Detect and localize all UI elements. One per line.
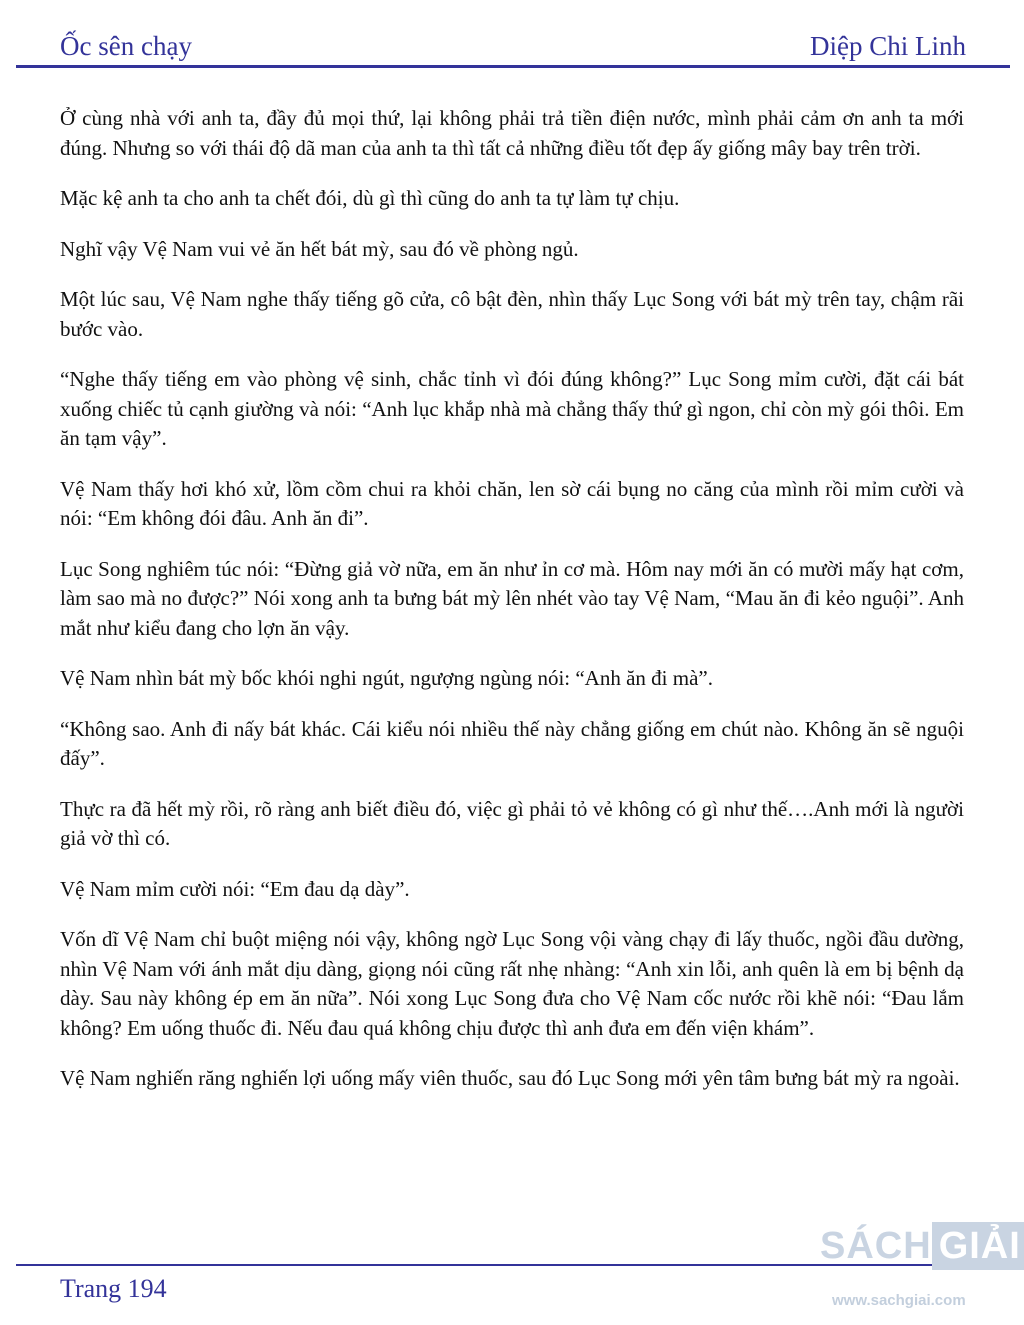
paragraph: Một lúc sau, Vệ Nam nghe thấy tiếng gõ cửa, cô bật đèn, nhìn thấy Lục Song với bát mỳ trên tay, chậm rãi bước vào. bbox=[60, 287, 964, 341]
header-divider bbox=[16, 65, 1010, 68]
author-name: Diệp Chi Linh bbox=[810, 31, 966, 61]
paragraph: Ở cùng nhà với anh ta, đầy đủ mọi thứ, lại không phải trả tiền điện nước, mình phải cảm ơn anh ta mới đúng. Nhưng so với thái độ dã man của anh ta thì tất cả những điều tốt đẹp ấy giống mây bay trên trời. bbox=[60, 106, 964, 160]
paragraph: Vệ Nam nghiến răng nghiến lợi uống mấy viên thuốc, sau đó Lục Song mới yên tâm bưng bát mỳ ra ngoài. bbox=[60, 1066, 960, 1090]
paragraph: “Nghe thấy tiếng em vào phòng vệ sinh, chắc tỉnh vì đói đúng không?” Lục Song mỉm cười, đặt cái bát xuống chiếc tủ cạnh giường và nói: “Anh lục khắp nhà mà chẳng thấy thứ gì ngon, chỉ còn mỳ gói thôi. Em ăn tạm vậy”. bbox=[60, 367, 964, 450]
paragraph: Vốn dĩ Vệ Nam chỉ buột miệng nói vậy, không ngờ Lục Song vội vàng chạy đi lấy thuốc, ngồi đầu dường, nhìn Vệ Nam với ánh mắt dịu dàng, giọng nói cũng rất nhẹ nhàng: “Anh xin lỗi, anh quên là em bị bệnh dạ dày. Sau này không ép em ăn nữa”. Nói xong Lục Song đưa cho Vệ Nam cốc nước rồi khẽ nói: “Đau lắm không? Em uống thuốc đi. Nếu đau quá không chịu được thì anh đưa em đến viện khám”. bbox=[60, 927, 964, 1040]
watermark-url: www.sachgiai.com bbox=[832, 1292, 966, 1309]
paragraph: “Không sao. Anh đi nấy bát khác. Cái kiểu nói nhiều thế này chẳng giống em chút nào. Không ăn sẽ nguội đấy”. bbox=[60, 716, 964, 770]
page-header bbox=[60, 26, 966, 62]
paragraph: Vệ Nam nhìn bát mỳ bốc khói nghi ngút, ngượng ngùng nói: “Anh ăn đi mà”. bbox=[60, 666, 713, 690]
watermark-logo bbox=[820, 1222, 1020, 1318]
paragraph: Thực ra đã hết mỳ rồi, rõ ràng anh biết điều đó, việc gì phải tỏ vẻ không có gì như thế….Anh mới là người giả vờ thì có. bbox=[60, 796, 964, 850]
watermark-brand-right: GIẢI bbox=[932, 1222, 1024, 1270]
paragraph: Nghĩ vậy Vệ Nam vui vẻ ăn hết bát mỳ, sau đó về phòng ngủ. bbox=[60, 236, 579, 261]
paragraph: Mặc kệ anh ta cho anh ta chết đói, dù gì thì cũng do anh ta tự làm tự chịu. bbox=[60, 186, 680, 210]
paragraph: Lục Song nghiêm túc nói: “Đừng giả vờ nữa, em ăn như ỉn cơ mà. Hôm nay mới ăn có mười mấy hạt cơm, làm sao mà no được?” Nói xong anh ta bưng bát mỳ lên nhét vào tay Vệ Nam, “Mau ăn đi kẻo nguội”. Anh mắt như kiểu đang cho lợn ăn vậy. bbox=[60, 556, 964, 640]
paragraph: Vệ Nam thấy hơi khó xử, lồm cồm chui ra khỏi chăn, len sờ cái bụng no căng của mình rồi mỉm cười và nói: “Em không đói đâu. Anh ăn đi”. bbox=[60, 476, 964, 530]
watermark-brand bbox=[820, 1222, 1024, 1270]
paragraph: Vệ Nam mỉm cười nói: “Em đau dạ dày”. bbox=[60, 876, 410, 901]
page-number: Trang 194 bbox=[60, 1274, 167, 1303]
watermark-brand-left: SÁCH bbox=[820, 1225, 932, 1267]
book-title: Ốc sên chạy bbox=[60, 31, 192, 61]
page-body bbox=[60, 104, 964, 1115]
